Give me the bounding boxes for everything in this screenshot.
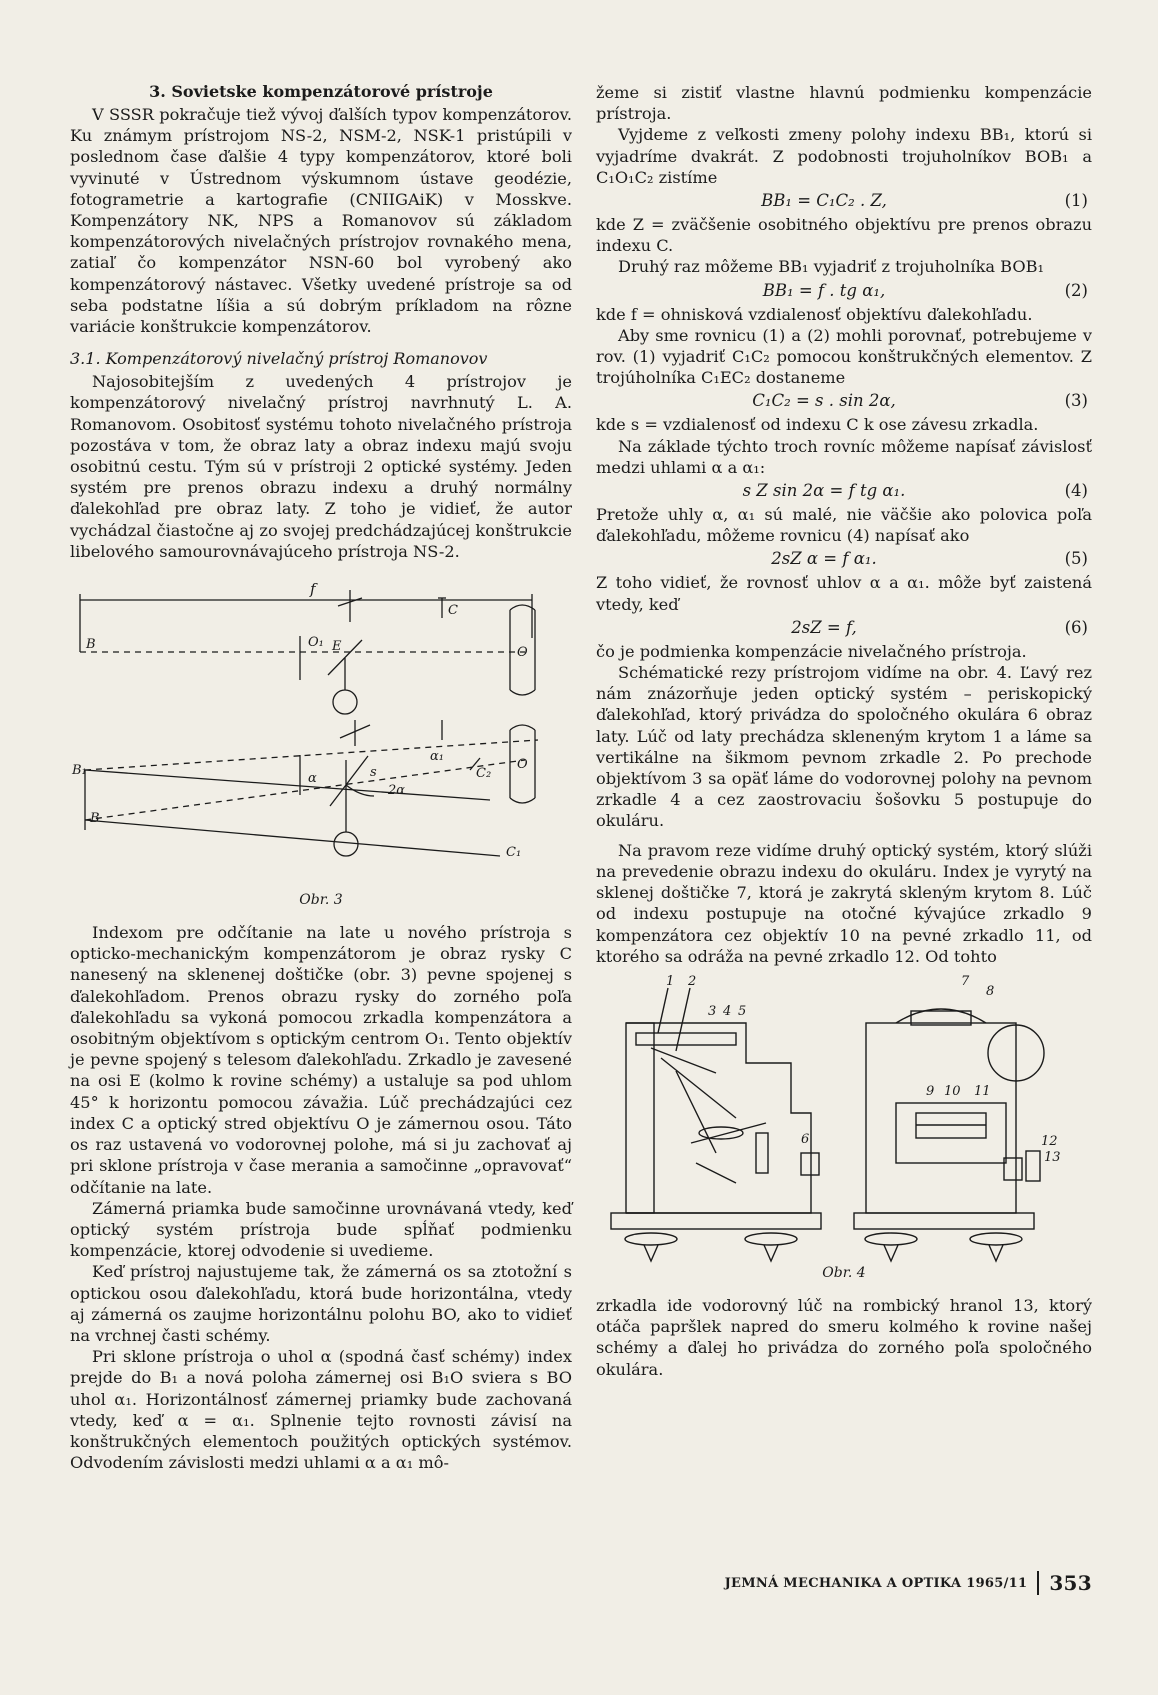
fig4-label-1: 1 <box>666 973 675 989</box>
equation-2: BB₁ = f . tg α₁, (2) <box>762 280 1088 300</box>
paragraph: Z toho vidieť, že rovnosť uhlov α a α₁. môže byť zaistená vtedy, keď <box>596 573 1092 614</box>
fig3-label-b-lower: B <box>90 811 100 827</box>
journal-name: JEMNÁ MECHANIKA A OPTIKA 1965/11 <box>724 1575 1028 1591</box>
paragraph: žeme si zistiť vlastne hlavnú podmienku kompenzácie prístroja. <box>596 83 1092 124</box>
fig3-label-alpha: α <box>308 771 317 787</box>
paragraph: Zámerná priamka bude samočinne urovnávaná vtedy, keď optický systém prístroja bude spĺňať podmienku kompenzácie, ktorej odvodenie si uvedieme. <box>70 1198 572 1261</box>
fig4-label-10: 10 <box>944 1083 961 1099</box>
figure-4-cross-section <box>596 973 1092 1263</box>
fig4-label-9: 9 <box>926 1083 935 1099</box>
equation-5: 2sZ α = f α₁. (5) <box>771 549 1088 569</box>
paragraph: Aby sme rovnicu (1) a (2) mohli porovnať, potrebujeme v rov. (1) vyjadriť C₁C₂ pomocou konštrukčných elementov. Z trojúholníka C₁EC₂ dostaneme <box>596 325 1092 388</box>
figure-3-caption: Obr. 3 <box>299 892 343 909</box>
fig4-label-8: 8 <box>986 983 995 999</box>
paragraph: kde Z = zväčšenie osobitného objektívu pre prenos obrazu indexu C. <box>596 215 1092 256</box>
paragraph: Indexom pre odčítanie na late u nového prístroja s opticko-mechanickým kompenzátorom je obraz rysky C nanesený na sklenenej doštičke (obr. 3) pevne spojenej s ďalekohľadom. Prenos obrazu rysky do zorného poľa ďalekohľadu sa vykoná pomocou zrkadla kompenzátora a osobitným objektívom s optickým centrom O₁. Tento objektív je pevne spojený s telesom ďalekohľadu. Zrkadlo je zavesené na osi E (kolmo k rovine schémy) a ustaluje sa pod uhlom 45° k horizontu pomocou závažia. Lúč prechádzajúci cez index C a optický stred objektívu O je zámernou osou. Táto os raz ustavená vo vodorovnej polohe, má si ju zachovať aj pri sklone prístroja v čase merania a samočinne „opravovať“ odčítanie na late. <box>70 923 572 1197</box>
fig4-label-4: 4 <box>723 1003 732 1019</box>
paragraph: Pri sklone prístroja o uhol α (spodná časť schémy) index prejde do B₁ a nová poloha zámernej osi B₁O sviera s BO uhol α₁. Horizontálnosť zámernej priamky bude zachovaná vtedy, keď α = α₁. Splnenie tejto rovnosti závisí na konštrukčných elementoch použitých optických systémov. Odvodením závislosti medzi uhlami α a α₁ mô- <box>70 1347 572 1473</box>
fig4-label-5: 5 <box>738 1003 747 1019</box>
paragraph: kde f = ohnisková vzdialenosť objektívu ďalekohľadu. <box>596 304 1033 324</box>
fig4-label-13: 13 <box>1044 1149 1061 1165</box>
paragraph: zrkadla ide vodorovný lúč na rombický hranol 13, ktorý otáča papršlek napred do smeru kolmého k rovine našej schémy a ďalej ho privádza do zorného poľa spoločného okulára. <box>596 1295 1092 1379</box>
page-number: 353 <box>1049 1571 1092 1595</box>
page-footer <box>725 1571 1092 1595</box>
fig4-label-2: 2 <box>688 973 697 989</box>
fig3-label-alpha1: α₁ <box>430 749 444 765</box>
section-heading: 3. Sovietske kompenzátorové prístroje <box>149 82 493 101</box>
fig3-label-c: C <box>448 603 458 619</box>
equation-6: 2sZ = f, (6) <box>791 617 1088 637</box>
equation-4: s Z sin 2α = f tg α₁. (4) <box>742 481 1088 501</box>
paragraph: Schématické rezy prístrojom vidíme na obr. 4. Ľavý rez nám znázorňuje jeden optický systém – periskopický ďalekohľad, ktorý privádza do spoločného okulára 6 obraz laty. Lúč od laty prechádza skleneným krytom 1 a láme sa vertikálne na šikmom pevnom zrkadle 2. Po prechode objektívom 3 sa opäť láme do vodorovnej polohy na pevnom zrkadle 4 a cez zaostrovaciu šošovku 5 postupuje do okuláru. <box>596 663 1092 831</box>
fig3-label-f: f <box>310 580 316 599</box>
fig4-label-7: 7 <box>961 973 970 989</box>
paragraph: čo je podmienka kompenzácie nivelačného prístroja. <box>596 641 1027 661</box>
fig4-label-11: 11 <box>974 1083 991 1099</box>
fig3-label-s: s <box>370 765 377 781</box>
fig3-label-e: E <box>332 639 342 655</box>
fig3-label-o-lower: O <box>517 757 528 773</box>
fig3-label-c1: C₁ <box>506 845 522 861</box>
fig3-label-c2: C₂ <box>476 766 492 782</box>
fig3-label-two-alpha: 2α <box>388 783 406 799</box>
fig3-label-b1: B₁ <box>72 763 87 779</box>
paragraph: Pretože uhly α, α₁ sú malé, nie väčšie ako polovica poľa ďalekohľadu, môžeme rovnicu (4) napísať ako <box>596 505 1092 546</box>
figure-4-caption: Obr. 4 <box>822 1264 866 1281</box>
fig3-label-o: O <box>517 645 528 661</box>
figure-3-schematic <box>70 570 572 890</box>
equation-3: C₁C₂ = s . sin 2α, (3) <box>752 391 1088 411</box>
footer-divider <box>1037 1571 1039 1595</box>
paragraph: Keď prístroj najustujeme tak, že zámerná os sa ztotožní s optickou osou ďalekohľadu, ktorá bude horizontálna, vtedy aj zámerná os zaujme horizontálnu polohu BO, ako to vidieť na vrchnej časti schémy. <box>70 1262 572 1345</box>
paragraph: Vyjdeme z veľkosti zmeny polohy indexu BB₁, ktorú si vyjadríme dvakrát. Z podobnosti trojuholníkov BOB₁ a C₁O₁C₂ zistíme <box>596 125 1092 187</box>
paragraph: V SSSR pokračuje tiež vývoj ďalších typov kompenzátorov. Ku známym prístrojom NS-2, NSM-2, NSK-1 pristúpili v poslednom čase ďalšie 4 typy kompenzátorov, ktoré boli vyvinuté v Ústrednom výskumnom ústave geodézie, fotogrametrie a kartografie (CNIIGAiK) v Mosskve. Kompenzátory NK, NPS a Romanovov sú základom kompenzátorových nivelačných prístrojov rovnakého mena, zatiaľ čo kompenzátor NSN-60 bol vyrobený ako kompenzátorový nástavec. Všetky uvedené prístroje sa od seba podstatne líšia a sú dobrým príkladom na rôzne variácie konštrukcie kompenzátorov. <box>70 105 572 337</box>
paragraph: Najosobitejším z uvedených 4 prístrojov je kompenzátorový nivelačný prístroj navrhnutý L. A. Romanovom. Osobitosť systému tohoto nivelačného prístroja pozostáva v tom, že obraz laty a obraz indexu majú svoju osobitnú cestu. Tým sú v prístroji 2 optické systémy. Jeden systém pre prenos obrazu indexu a druhý normálny ďalekohľad pre obraz laty. Z toho je vidieť, že autor vychádzal čiastočne aj zo svojej predchádzajúcej konštrukcie libelového samourovnávajúceho prístroja NS-2. <box>70 372 572 561</box>
fig4-label-12: 12 <box>1041 1133 1058 1149</box>
fig3-label-o1: O₁ <box>308 635 324 651</box>
fig4-label-3: 3 <box>708 1003 717 1019</box>
paragraph: Na základe týchto troch rovníc môžeme napísať závislosť medzi uhlami α a α₁: <box>596 436 1092 477</box>
paragraph: kde s = vzdialenosť od indexu C k ose závesu zrkadla. <box>596 415 1039 435</box>
paragraph: Druhý raz môžeme BB₁ vyjadriť z trojuholníka BOB₁ <box>618 257 1045 277</box>
paragraph: Na pravom reze vidíme druhý optický systém, ktorý slúži na prevedenie obrazu indexu do okuláru. Index je vyrytý na sklenej doštičke 7, ktorá je zakrytá skleným krytom 8. Lúč od indexu postupuje na otočné kývajúce zrkadlo 9 kompenzátora cez objektív 10 na pevné zrkadlo 11, od ktorého sa odráža na pevné zrkadlo 12. Od tohto <box>596 840 1092 966</box>
fig3-label-b: B <box>86 637 96 653</box>
left-column <box>70 82 572 1473</box>
right-column <box>596 82 1092 1380</box>
equation-1: BB₁ = C₁C₂ . Z, (1) <box>761 191 1088 211</box>
fig4-label-6: 6 <box>801 1131 810 1147</box>
subsection-heading: 3.1. Kompenzátorový nivelačný prístroj Romanovov <box>70 349 488 369</box>
